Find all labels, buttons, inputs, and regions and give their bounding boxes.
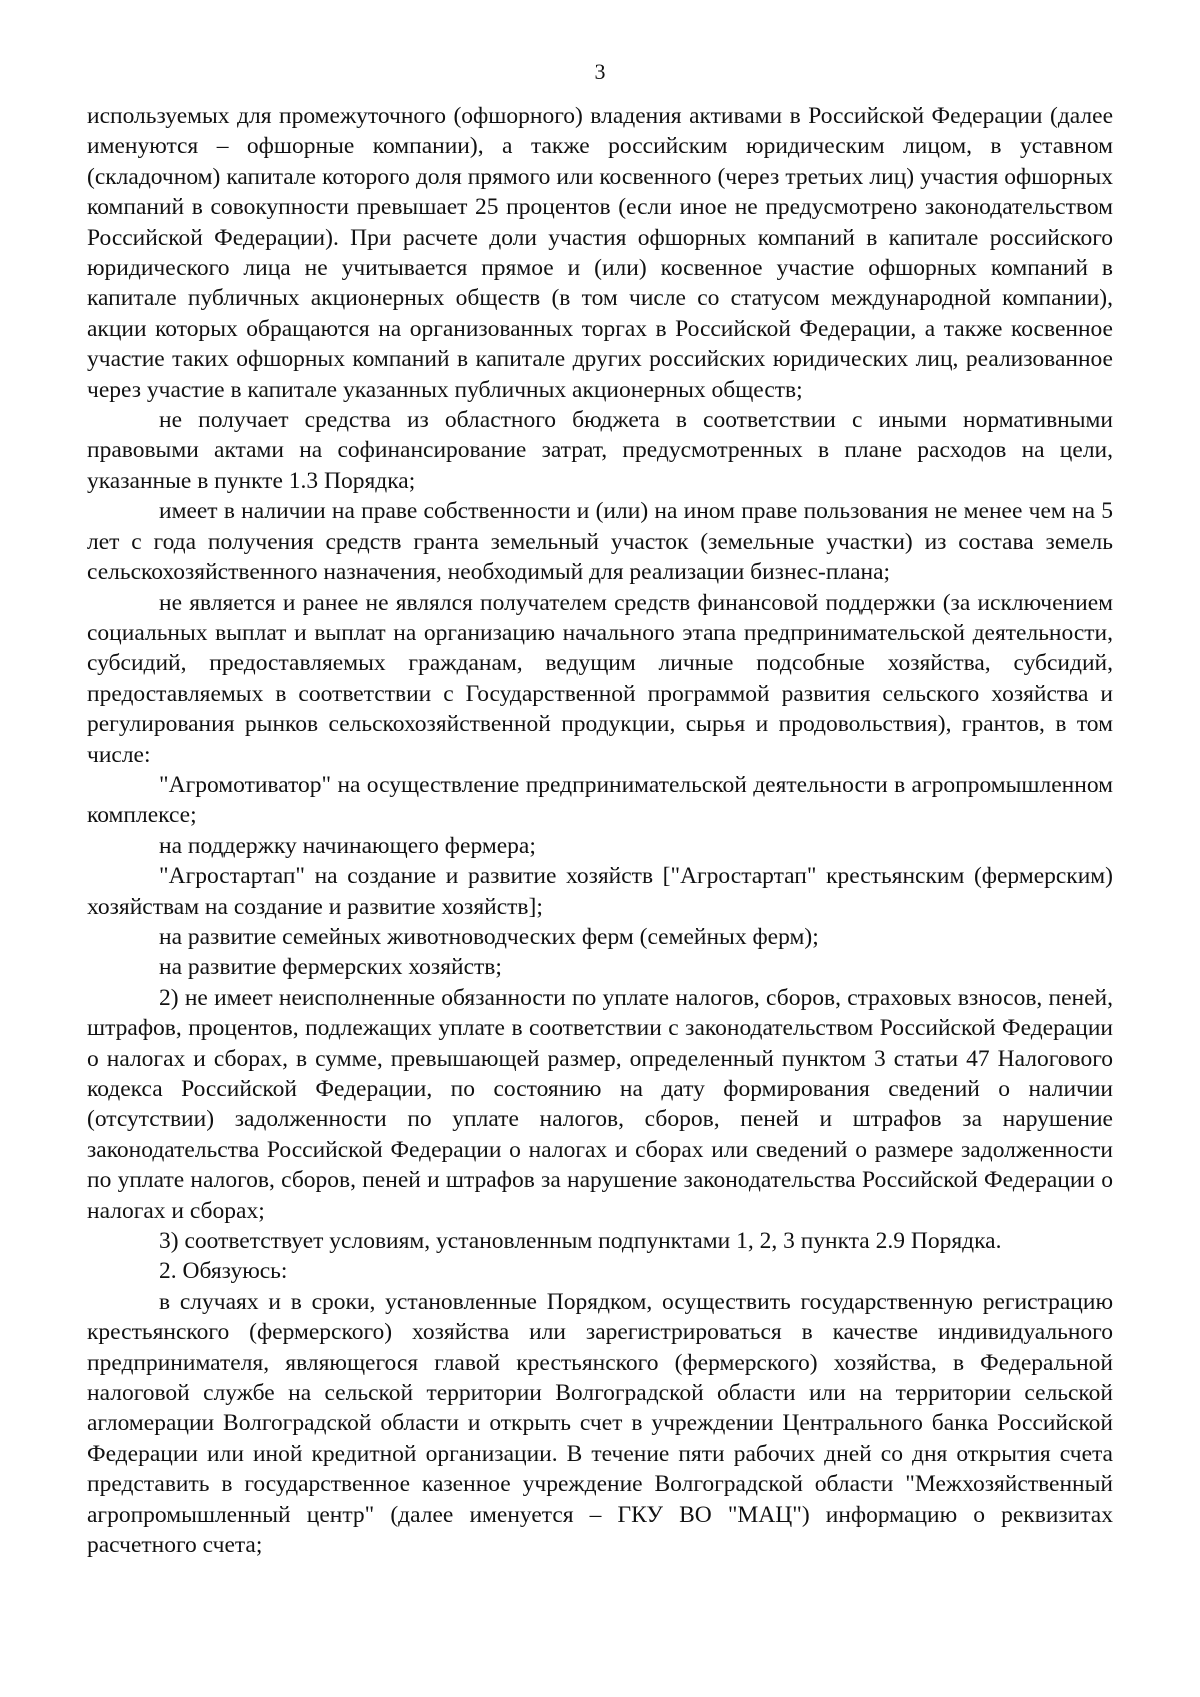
paragraph: 2. Обязуюсь: [159,1258,288,1285]
paragraph: "Агромотиватор" на осуществление предпринимательской деятельности в агропромышленном комплексе; [87,771,1113,829]
paragraph: 2) не имеет неисполненные обязанности по уплате налогов, сборов, страховых взносов, пеней, штрафов, процентов, подлежащих уплате в соответствии с законодательством Российской Федерации о налогах и сборах, в сумме, превышающей размер, определенный пунктом 3 статьи 47 Налогового кодекса Российской Федерации, по состоянию на дату формирования сведений о наличии (отсутствии) задолженности по уплате налогов, сборов, пеней и штрафов за нарушение законодательства Российской Федерации о налогах и сборах или сведений о размере задолженности по уплате налогов, сборов, пеней и штрафов за нарушение законодательства Российской Федерации о налогах и сборах; [87,984,1113,1224]
paragraph: имеет в наличии на праве собственности и (или) на ином праве пользования не менее чем на 5 лет с года получения средств гранта земельный участок (земельные участки) из состава земель сельскохозяйственного назначения, необходимый для реализации бизнес-плана; [87,498,1113,586]
paragraph: 3) соответствует условиям, установленным подпунктами 1, 2, 3 пункта 2.9 Порядка. [159,1228,1002,1255]
paragraph: не получает средства из областного бюджета в соответствии с иными нормативными правовыми актами на софинансирование затрат, предусмотренных в плане расходов на цели, указанные в пункте 1.3 Порядка; [87,407,1113,494]
document-body [87,101,1113,1561]
paragraph: используемых для промежуточного (офшорного) владения активами в Российской Федерации (далее именуются – офшорные компании), а также российским юридическим лицом, в уставном (складочном) капитале которого доля прямого или косвенного (через третьих лиц) участия офшорных компаний в совокупности превышает 25 процентов (если иное не предусмотрено законодательством Российской Федерации). При расчете доли участия офшорных компаний в капитале российского юридического лица не учитывается прямое и (или) косвенное участие офшорных компаний в капитале публичных акционерных обществ (в том числе со статусом международной компании), акции которых обращаются на организованных торгах в Российской Федерации, а также косвенное участие таких офшорных компаний в капитале других российских юридических лиц, реализованное через участие в капитале указанных публичных акционерных обществ; [87,103,1113,403]
paragraph: на поддержку начинающего фермера; [159,832,536,859]
paragraph: "Агростартап" на создание и развитие хозяйств ["Агростартап" крестьянским (фермерским) хозяйствам на создание и развитие хозяйств]; [87,863,1113,920]
paragraph: на развитие семейных животноводческих ферм (семейных ферм); [159,923,819,950]
page-number: 3 [594,59,606,84]
paragraph: на развитие фермерских хозяйств; [159,954,502,981]
paragraph: в случаях и в сроки, установленные Порядком, осуществить государственную регистрацию крестьянского (фермерского) хозяйства или зарегистрироваться в качестве индивидуального предпринимателя, являющегося главой крестьянского (фермерского) хозяйства, в Федеральной налоговой службе на сельской территории Волгоградской области или на территории сельской агломерации Волгоградской области и открыть счет в учреждении Центрального банка Российской Федерации или иной кредитной организации. В течение пяти рабочих дней со дня открытия счета представить в государственное казенное учреждение Волгоградской области "Межхозяйственный агропромышленный центр" (далее именуется – ГКУ ВО "МАЦ") информацию о реквизитах расчетного счета; [87,1288,1113,1559]
paragraph: не является и ранее не являлся получателем средств финансовой поддержки (за исключением социальных выплат и выплат на организацию начального этапа предпринимательской деятельности, субсидий, предоставляемых гражданам, ведущим личные подсобные хозяйства, субсидий, предоставляемых в соответствии с Государственной программой развития сельского хозяйства и регулирования рынков сельскохозяйственной продукции, сырья и продовольствия), грантов, в том числе: [87,589,1113,768]
